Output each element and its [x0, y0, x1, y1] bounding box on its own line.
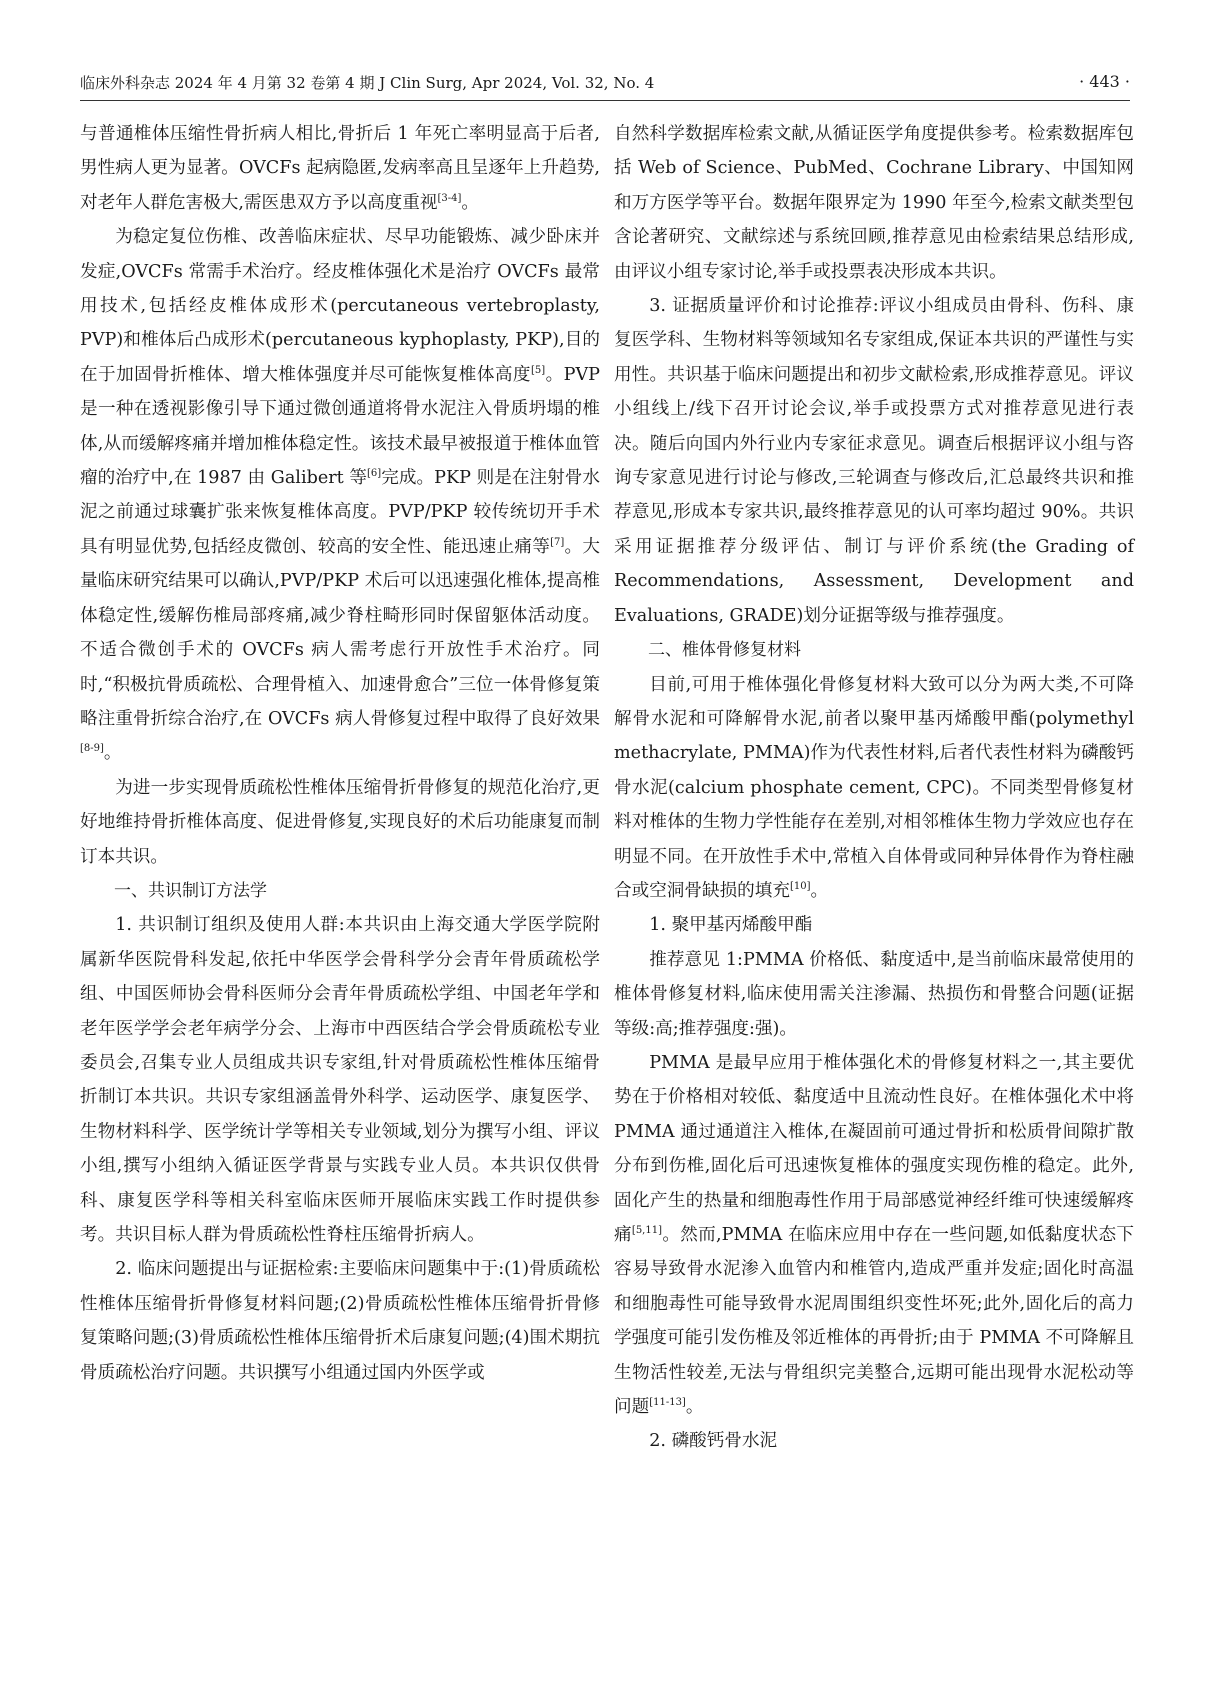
- section-heading: 一、共识制订方法学: [114, 880, 267, 901]
- citation-ref[interactable]: [11-13]: [649, 1397, 686, 1409]
- citation-ref[interactable]: [10]: [789, 880, 811, 892]
- paragraph: 3. 证据质量评价和讨论推荐:评议小组成员由骨科、伤科、康复医学科、生物材料等领域知名专家组成,保证本共识的严谨性与实用性。共识基于临床问题提出和初步文献检索,形成推荐意见。评议小组线上/线下召开讨论会议,举手或投票方式对推荐意见进行表决。随后向国内外行业内专家征求意见。调查后根据评议小组与咨询专家意见进行讨论与修改,三轮调查与修改后,汇总最终共识和推荐意见,形成本专家共识,最终推荐意见的认可率均超过 90%。共识采用证据推荐分级评估、制订与评价系统(the Grading of Recommendations, Assessment, Development and Evaluations, GRADE)划分证据等级与推荐强度。: [614, 296, 1134, 626]
- citation-ref[interactable]: [5]: [530, 364, 546, 376]
- citation-ref[interactable]: [5,11]: [631, 1225, 662, 1236]
- page-number: · 443 ·: [1079, 72, 1130, 91]
- section-heading: 二、椎体骨修复材料: [648, 640, 801, 661]
- subsection-heading: 1. 聚甲基丙烯酸甲酯: [649, 915, 813, 936]
- citation-ref[interactable]: [8-9]: [80, 743, 104, 755]
- paragraph: 为进一步实现骨质疏松性椎体压缩骨折骨修复的规范化治疗,更好地维持骨折椎体高度、促进骨修复,实现良好的术后功能康复而制订本共识。: [80, 777, 600, 867]
- citation-ref[interactable]: [7]: [550, 536, 565, 548]
- paragraph: 与普通椎体压缩性骨折病人相比,骨折后 1 年死亡率明显高于后者,男性病人更为显著。OVCFs 起病隐匿,发病率高且呈逐年上升趋势,对老年人群危害极大,需医患双方予以高度重视[3-4]。: [80, 124, 600, 213]
- paragraph: 1. 共识制订组织及使用人群:本共识由上海交通大学医学院附属新华医院骨科发起,依托中华医学会骨科学分会青年骨质疏松学组、中国医师协会骨科医师分会青年骨质疏松学组、中国老年学和老年医学学会老年病学分会、上海市中西医结合学会骨质疏松专业委员会,召集专业人员组成共识专家组,针对骨质疏松性椎体压缩骨折制订本共识。共识专家组涵盖骨外科学、运动医学、康复医学、生物材料科学、医学统计学等相关专业领域,划分为撰写小组、评议小组,撰写小组纳入循证医学背景与实践专业人员。本共识仅供骨科、康复医学科等相关科室临床医师开展临床实践工作时提供参考。共识目标人群为骨质疏松性脊柱压缩骨折病人。: [80, 915, 600, 1245]
- paragraph: 自然科学数据库检索文献,从循证医学角度提供参考。检索数据库包括 Web of Science、PubMed、Cochrane Library、中国知网和万方医学等平台。数据年限界定为 1990 年至今,检索文献类型包含论著研究、文献综述与系统回顾,推荐意见由检索结果总结形成,由评议小组专家讨论,举手或投票表决形成本共识。: [614, 124, 1134, 282]
- left-column: [80, 117, 600, 1390]
- right-column: [614, 117, 1134, 1459]
- citation-ref[interactable]: [3-4]: [437, 192, 462, 204]
- paragraph: 2. 临床问题提出与证据检索:主要临床问题集中于:(1)骨质疏松性椎体压缩骨折骨修复材料问题;(2)骨质疏松性椎体压缩骨折骨修复策略问题;(3)骨质疏松性椎体压缩骨折术后康复问题;(4)围术期抗骨质疏松治疗问题。共识撰写小组通过国内外医学或: [80, 1259, 600, 1383]
- paragraph: 目前,可用于椎体强化骨修复材料大致可以分为两大类,不可降解骨水泥和可降解骨水泥,前者以聚甲基丙烯酸甲酯(polymethyl methacrylate, PMMA)作为代表性材料,后者代表性材料为磷酸钙骨水泥(calcium phosphate cement, CPC)。不同类型骨修复材料对椎体的生物力学性能存在差别,对相邻椎体生物力学效应也存在明显不同。在开放性手术中,常植入自体骨或同种异体骨作为脊柱融合或空洞骨缺损的填充[10]。: [614, 674, 1134, 901]
- citation-ref[interactable]: [6]: [367, 468, 382, 480]
- subsection-heading: 2. 磷酸钙骨水泥: [649, 1431, 778, 1452]
- paragraph: 为稳定复位伤椎、改善临床症状、尽早功能锻炼、减少卧床并发症,OVCFs 常需手术治疗。经皮椎体强化术是治疗 OVCFs 最常用技术,包括经皮椎体成形术(percutaneous vertebroplasty, PVP)和椎体后凸成形术(percutaneous kyphoplasty, PKP),目的在于加固骨折椎体、增大椎体强度并尽可能恢复椎体高度[5]。PVP 是一种在透视影像引导下通过微创通道将骨水泥注入骨质坍塌的椎体,从而缓解疼痛并增加椎体稳定性。该技术最早被报道于椎体血管瘤的治疗中,在 1987 由 Galibert 等[6]完成。PKP 则是在注射骨水泥之前通过球囊扩张来恢复椎体高度。PVP/PKP 较传统切开手术具有明显优势,包括经皮微创、较高的安全性、能迅速止痛等[7]。大量临床研究结果可以确认,PVP/PKP 术后可以迅速强化椎体,提高椎体稳定性,缓解伤椎局部疼痛,减少脊柱畸形同时保留躯体活动度。不适合微创手术的 OVCFs 病人需考虑行开放性手术治疗。同时,“积极抗骨质疏松、合理骨植入、加速骨愈合”三位一体骨修复策略注重骨折综合治疗,在 OVCFs 病人骨修复过程中取得了良好效果[8-9]。: [80, 227, 600, 764]
- paragraph: PMMA 是最早应用于椎体强化术的骨修复材料之一,其主要优势在于价格相对较低、黏度适中且流动性良好。在椎体强化术中将 PMMA 通过通道注入椎体,在凝固前可通过骨折和松质骨间隙扩散分布到伤椎,固化后可迅速恢复椎体的强度实现伤椎的稳定。此外,固化产生的热量和细胞毒性作用于局部感觉神经纤维可快速缓解疼痛[5,11]。然而,PMMA 在临床应用中存在一些问题,如低黏度状态下容易导致骨水泥渗入血管内和椎管内,造成严重并发症;固化时高温和细胞毒性可能导致骨水泥周围组织变性坏死;此外,固化后的高力学强度可能引发伤椎及邻近椎体的再骨折;由于 PMMA 不可降解且生物活性较差,无法与骨组织完美整合,远期可能出现骨水泥松动等问题[11-13]。: [614, 1052, 1134, 1418]
- running-header: [80, 70, 1130, 101]
- journal-citation: 临床外科杂志 2024 年 4 月第 32 卷第 4 期 J Clin Surg, Apr 2024, Vol. 32, No. 4: [80, 74, 655, 92]
- recommendation-paragraph: 推荐意见 1:PMMA 价格低、黏度适中,是当前临床最常使用的椎体骨修复材料,临床使用需关注渗漏、热损伤和骨整合问题(证据等级:高;推荐强度:强)。: [614, 949, 1134, 1039]
